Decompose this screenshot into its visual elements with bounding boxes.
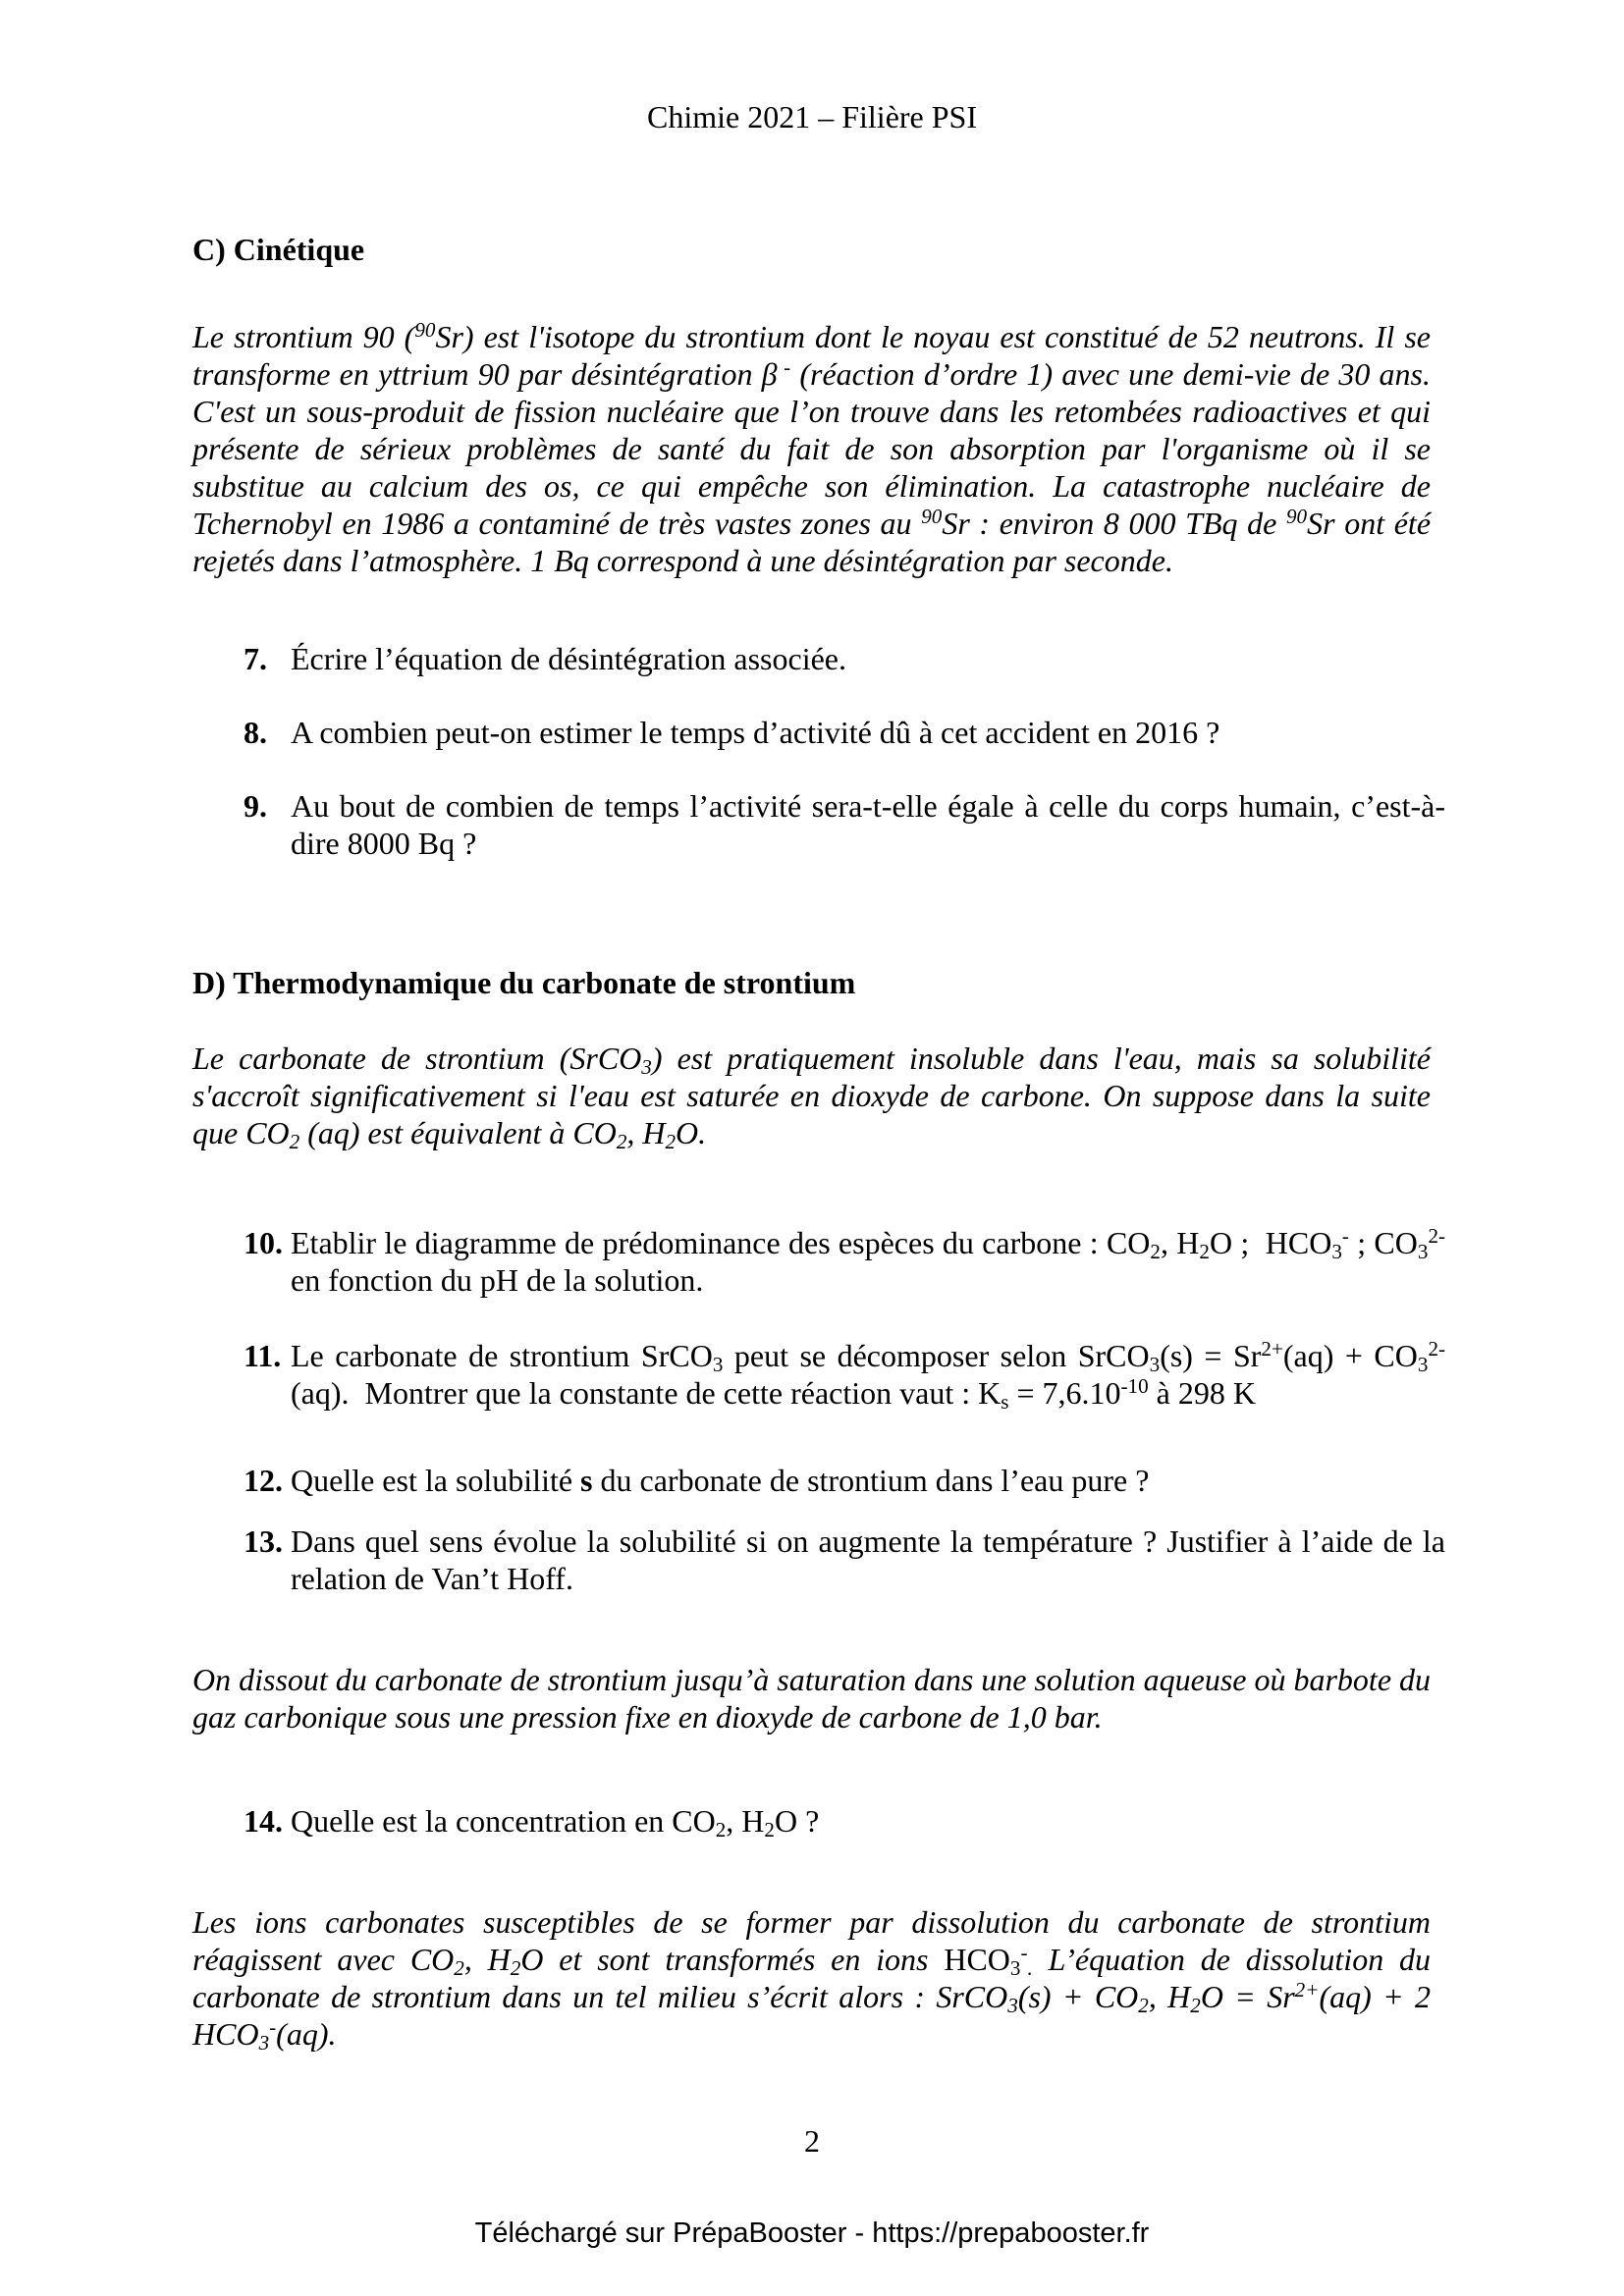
question-10-number: 10. (244, 1225, 283, 1260)
section-d-note-paragraph: On dissout du carbonate de strontium jusqu’à saturation dans une solution aqueuse où barbote du gaz carbonique sous une pression fixe en dioxyde de carbone de 1,0 bar. (192, 1662, 1432, 1735)
page-number: 2 (804, 2123, 820, 2159)
section-c-intro-paragraph: Le strontium 90 ($^{90}$Sr) est l'isotope du strontium dont le noyau est constitué de 52 neutrons. Il se transforme en yttrium 90 par désintégration β - (réaction d’ordre 1) avec une demi-vie de 30 ans. C'est un sous-produit de fission nucléaire que l’on trouve dans les retombées radioactives et qui présente de sérieux problèmes de santé du fait de son absorption par l'organisme où il se substitue au calcium des os, ce qui empêche son élimination. La catastrophe nucléaire de Tchernobyl en 1986 a contaminé de très vastes zones au $^{90}$Sr : environ 8 000 TBq de $^{90}$Sr ont été rejetés dans l’atmosphère. 1 Bq correspond à une désintégration par seconde. (192, 318, 1432, 578)
question-8-text: A combien peut-on estimer le temps d’activité dû à cet accident en 2016 ? (291, 715, 1220, 750)
question-9-number: 9. (244, 788, 267, 824)
question-14-text: Quelle est la concentration en $CO_2$, $H_2O$ ? (291, 1803, 820, 1842)
question-7-text: Écrire l’équation de désintégration associée. (291, 641, 846, 676)
question-13 (244, 1522, 1445, 1597)
question-13-text: Dans quel sens évolue la solubilité si on augmente la température ? Justifier à l’aide de la relation de Van’t Hoff. (291, 1523, 1445, 1596)
question-12-number: 12. (244, 1463, 283, 1498)
section-c-heading: C) Cinétique (192, 232, 365, 267)
question-11-number: 11. (244, 1338, 282, 1373)
question-9-text: Au bout de combien de temps l’activité sera-t-elle égale à celle du corps humain, c’est-à-dire 8000 Bq ? (291, 788, 1445, 861)
question-14-number: 14. (244, 1803, 283, 1839)
question-10-text: Etablir le diagramme de prédominance des espèces du carbone : $CO_2$, $H_2O$ ; $HCO_3^-$ ; $CO_3^{2-}$ en fonction du pH de la solution. (291, 1224, 1446, 1298)
question-7-number: 7. (244, 641, 267, 676)
question-8 (244, 714, 1445, 751)
question-14 (244, 1802, 1445, 1842)
question-12 (244, 1462, 1445, 1499)
question-7 (244, 640, 1445, 677)
page-title: Chimie 2021 – Filière PSI (647, 99, 977, 134)
question-9 (244, 787, 1445, 862)
footer (0, 2216, 1624, 2250)
question-10 (244, 1224, 1446, 1299)
footer-link[interactable]: Téléchargé sur PrépaBooster - https://prepabooster.fr (474, 2217, 1150, 2249)
section-d-note2-paragraph: Les ions carbonates susceptibles de se former par dissolution du carbonate de strontium réagissent avec $CO_2$, $H_2O$ et sont transformés en ions $HCO_3^-_.$ L’équation de dissolution du carbonate de strontium dans un tel milieu s’écrit alors : SrCO$_3$(s) + $CO_2$, $H_2O = Sr^{2+}(aq) + 2$ $HCO_3^-(aq)$. (192, 1904, 1432, 2055)
question-11 (244, 1337, 1446, 1414)
question-13-number: 13. (244, 1523, 283, 1559)
question-11-text: Le carbonate de strontium SrCO$_3$ peut se décomposer selon SrCO$_3$(s) = $Sr^{2+}(aq) + CO_3^{2-}(aq)$. Montrer que la constante de cette réaction vaut : $K_s = 7,6.10^{-10}$ à 298 K (291, 1337, 1446, 1414)
section-d-heading: D) Thermodynamique du carbonate de strontium (192, 965, 856, 1000)
section-d-intro-paragraph: Le carbonate de strontium (SrCO$_3$) est pratiquement insoluble dans l'eau, mais sa solubilité s'accroît significativement si l'eau est saturée en dioxyde de carbone. On suppose dans la suite que $CO_2$ (aq) est équivalent à $CO_2$, $H_2O$. (192, 1041, 1431, 1153)
question-12-text: Quelle est la solubilité s du carbonate de strontium dans l’eau pure ? (291, 1463, 1150, 1498)
question-8-number: 8. (244, 715, 267, 750)
